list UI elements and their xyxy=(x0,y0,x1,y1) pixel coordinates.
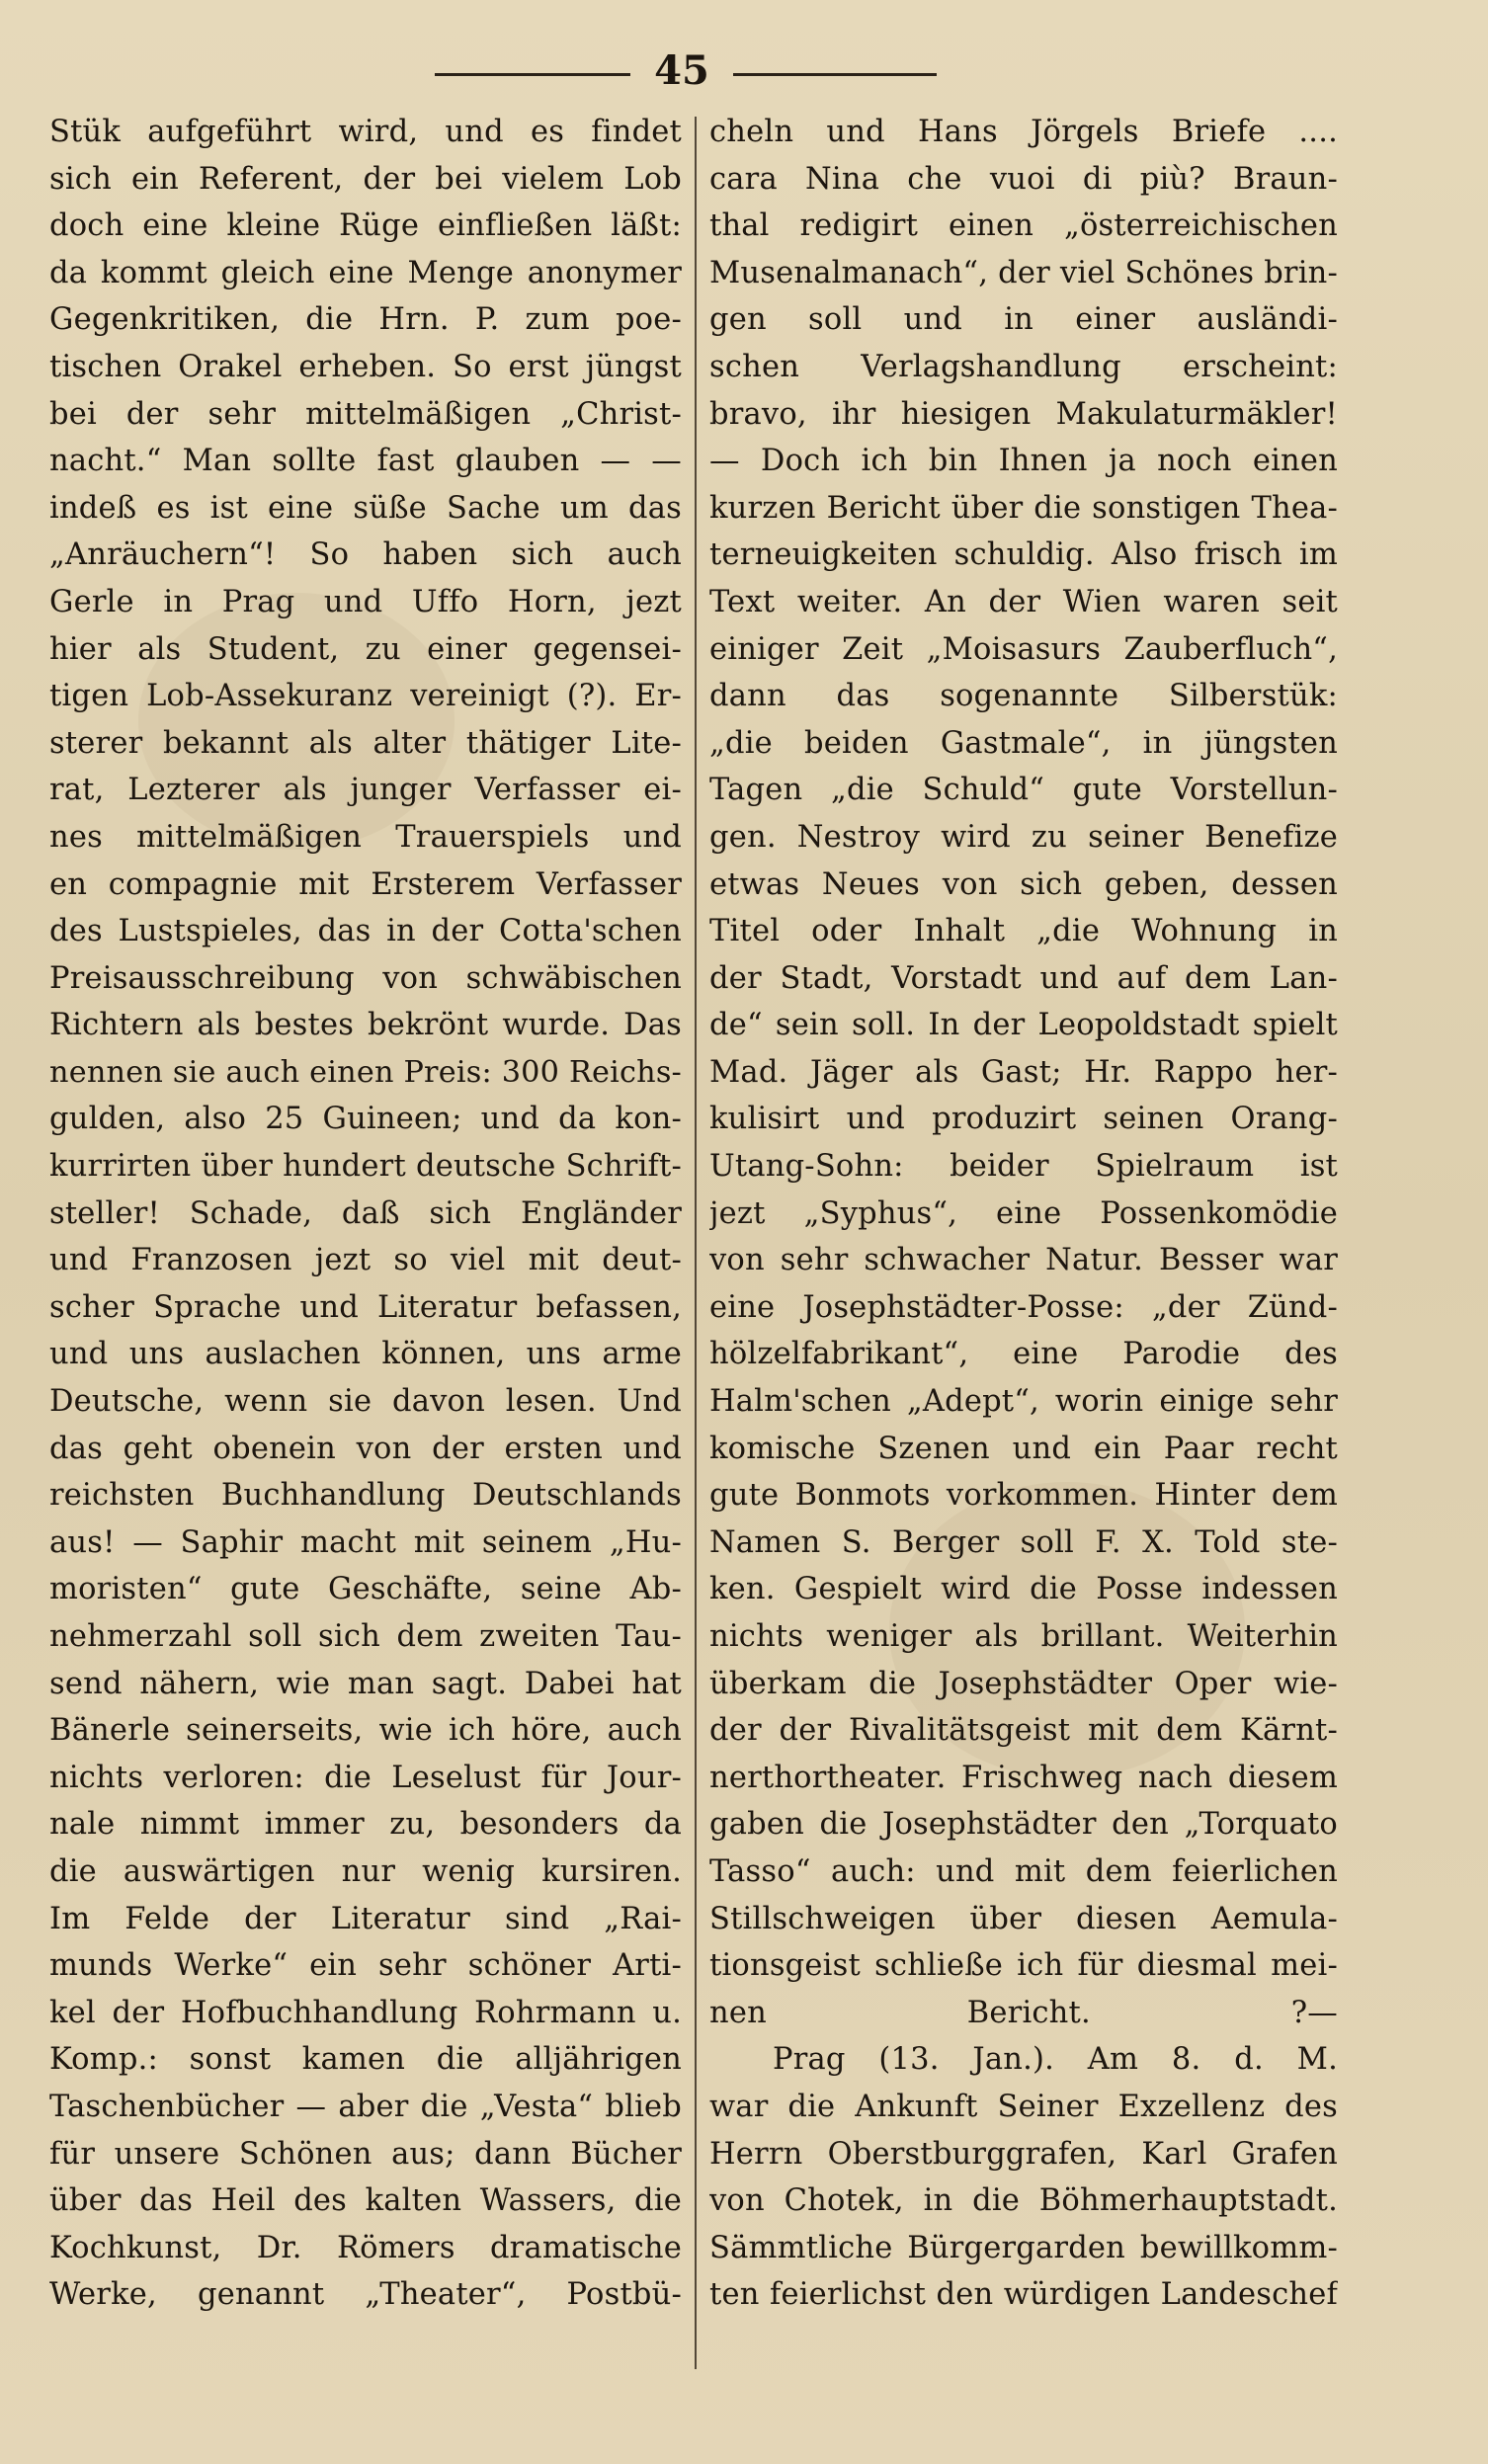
text-line: nennen sie auch einen Preis: 300 Reichs- xyxy=(49,1054,682,1090)
text-line: nale nimmt immer zu, besonders da xyxy=(49,1807,682,1843)
text-line: tischen Orakel erheben. So erst jüngst xyxy=(49,349,682,384)
text-line: nen Bericht. ?— xyxy=(709,1995,1338,2030)
text-line: Stillschweigen über diesen Aemula- xyxy=(709,1901,1338,1936)
text-line: nacht.“ Man sollte fast glauben — — xyxy=(49,444,682,479)
text-line: munds Werke“ ein sehr schöner Arti- xyxy=(49,1948,682,1984)
text-line: schen Verlagshandlung erscheint: xyxy=(709,349,1338,384)
text-line: gen. Nestroy wird zu seiner Benefize xyxy=(709,819,1338,855)
text-line: reichsten Buchhandlung Deutschlands xyxy=(49,1478,682,1514)
text-line: ten feierlichst den würdigen Landeschef xyxy=(709,2277,1338,2313)
text-line: die auswärtigen nur wenig kursiren. xyxy=(49,1853,682,1889)
text-line: bei der sehr mittelmäßigen „Christ- xyxy=(49,396,682,432)
page-number: 45 xyxy=(654,47,709,94)
text-line: über das Heil des kalten Wassers, die xyxy=(49,2183,682,2219)
text-line: Utang-Sohn: beider Spielraum ist xyxy=(709,1149,1338,1185)
text-line: für unsere Schönen aus; dann Bücher xyxy=(49,2136,682,2172)
text-line: Taschenbücher — aber die „Vesta“ blieb xyxy=(49,2089,682,2124)
text-line: Namen S. Berger soll F. X. Told ste- xyxy=(709,1524,1338,1560)
header-rule-left xyxy=(435,73,630,76)
text-line: cheln und Hans Jörgels Briefe .... xyxy=(709,115,1338,149)
text-line: sich ein Referent, der bei vielem Lob xyxy=(49,161,682,197)
text-line: Gerle in Prag und Uffo Horn, jezt xyxy=(49,584,682,619)
text-line: bravo, ihr hiesigen Makulaturmäkler! xyxy=(709,396,1338,432)
text-line: steller! Schade, daß sich Engländer xyxy=(49,1195,682,1231)
text-line: Kochkunst, Dr. Römers dramatische xyxy=(49,2230,682,2265)
header-rule-right xyxy=(733,73,937,76)
text-line: Deutsche, wenn sie davon lesen. Und xyxy=(49,1384,682,1420)
text-line: nerthortheater. Frischweg nach diesem xyxy=(709,1760,1338,1795)
text-line: indeß es ist eine süße Sache um das xyxy=(49,490,682,526)
text-line: nehmerzahl soll sich dem zweiten Tau- xyxy=(49,1619,682,1654)
text-line: von sehr schwacher Natur. Besser war xyxy=(709,1243,1338,1278)
text-line: gaben die Josephstädter den „Torquato xyxy=(709,1807,1338,1843)
text-line: — Doch ich bin Ihnen ja noch einen xyxy=(709,444,1338,479)
text-line: der der Rivalitätsgeist mit dem Kärnt- xyxy=(709,1713,1338,1749)
text-line: des Lustspieles, das in der Cotta'schen xyxy=(49,914,682,949)
text-line: war die Ankunft Seiner Exzellenz des xyxy=(709,2089,1338,2124)
text-line: Gegenkritiken, die Hrn. P. zum poe- xyxy=(49,302,682,338)
text-line: gulden, also 25 Guineen; und da kon- xyxy=(49,1102,682,1137)
text-line: scher Sprache und Literatur befassen, xyxy=(49,1289,682,1325)
text-line: überkam die Josephstädter Oper wie- xyxy=(709,1666,1338,1701)
text-line: Sämmtliche Bürgergarden bewillkomm- xyxy=(709,2230,1338,2265)
text-line: etwas Neues von sich geben, dessen xyxy=(709,866,1338,902)
text-line: send nähern, wie man sagt. Dabei hat xyxy=(49,1666,682,1701)
text-line: Im Felde der Literatur sind „Rai- xyxy=(49,1901,682,1936)
text-line: terneuigkeiten schuldig. Also frisch im xyxy=(709,537,1338,573)
text-line: Stük aufgeführt wird, und es findet xyxy=(49,115,682,149)
text-line: das geht obenein von der ersten und xyxy=(49,1431,682,1466)
text-line: cara Nina che vuoi di più? Braun- xyxy=(709,161,1338,197)
text-line: nes mittelmäßigen Trauerspiels und xyxy=(49,819,682,855)
text-line: gen soll und in einer ausländi- xyxy=(709,302,1338,338)
text-line: ken. Gespielt wird die Posse indessen xyxy=(709,1572,1338,1607)
text-line: gute Bonmots vorkommen. Hinter dem xyxy=(709,1478,1338,1514)
text-line: kel der Hofbuchhandlung Rohrmann u. xyxy=(49,1995,682,2030)
text-line: der Stadt, Vorstadt und auf dem Lan- xyxy=(709,960,1338,996)
text-line: thal redigirt einen „österreichischen xyxy=(709,208,1338,244)
text-line: de“ sein soll. In der Leopoldstadt spielt xyxy=(709,1008,1338,1043)
text-line: von Chotek, in die Böhmerhauptstadt. xyxy=(709,2183,1338,2219)
text-line: „Anräuchern“! So haben sich auch xyxy=(49,537,682,573)
left-column xyxy=(49,109,682,2381)
text-line: rat, Lezterer als junger Verfasser ei- xyxy=(49,773,682,808)
page-header xyxy=(0,38,1488,107)
text-line: „die beiden Gastmale“, in jüngsten xyxy=(709,725,1338,761)
text-line: moristen“ gute Geschäfte, seine Ab- xyxy=(49,1572,682,1607)
text-line: doch eine kleine Rüge einfließen läßt: xyxy=(49,208,682,244)
text-line: und Franzosen jezt so viel mit deut- xyxy=(49,1243,682,1278)
text-line: Text weiter. An der Wien waren seit xyxy=(709,584,1338,619)
text-line: jezt „Syphus“, eine Possenkomödie xyxy=(709,1195,1338,1231)
text-line: sterer bekannt als alter thätiger Lite- xyxy=(49,725,682,761)
text-line: tigen Lob-Assekuranz vereinigt (?). Er- xyxy=(49,679,682,714)
text-line: einiger Zeit „Moisasurs Zauberfluch“, xyxy=(709,631,1338,667)
text-line: Tagen „die Schuld“ gute Vorstellun- xyxy=(709,773,1338,808)
text-line: kurzen Bericht über die sonstigen Thea- xyxy=(709,490,1338,526)
text-line: hölzelfabrikant“, eine Parodie des xyxy=(709,1337,1338,1372)
column-divider xyxy=(695,117,697,2369)
text-line: Preisausschreibung von schwäbischen xyxy=(49,960,682,996)
text-line: Werke, genannt „Theater“, Postbü- xyxy=(49,2277,682,2313)
text-line: Tasso“ auch: und mit dem feierlichen xyxy=(709,1853,1338,1889)
right-column xyxy=(709,109,1338,2381)
text-line: Bänerle seinerseits, wie ich höre, auch xyxy=(49,1713,682,1749)
text-line: Halm'schen „Adept“, worin einige sehr xyxy=(709,1384,1338,1420)
text-line: Musenalmanach“, der viel Schönes brin- xyxy=(709,255,1338,290)
text-line: komische Szenen und ein Paar recht xyxy=(709,1431,1338,1466)
text-line: Komp.: sonst kamen die alljährigen xyxy=(49,2042,682,2078)
text-line: Mad. Jäger als Gast; Hr. Rappo her- xyxy=(709,1054,1338,1090)
text-line: aus! — Saphir macht mit seinem „Hu- xyxy=(49,1524,682,1560)
text-line: nichts verloren: die Leselust für Jour- xyxy=(49,1760,682,1795)
text-line: nichts weniger als brillant. Weiterhin xyxy=(709,1619,1338,1654)
text-line: da kommt gleich eine Menge anonymer xyxy=(49,255,682,290)
text-line: Herrn Oberstburggrafen, Karl Grafen xyxy=(709,2136,1338,2172)
text-line: kurrirten über hundert deutsche Schrift- xyxy=(49,1149,682,1185)
text-line: Prag (13. Jan.). Am 8. d. M. xyxy=(773,2042,1338,2078)
text-line: und uns auslachen können, uns arme xyxy=(49,1337,682,1372)
text-line: dann das sogenannte Silberstük: xyxy=(709,679,1338,714)
text-line: eine Josephstädter-Posse: „der Zünd- xyxy=(709,1289,1338,1325)
text-line: Richtern als bestes bekrönt wurde. Das xyxy=(49,1008,682,1043)
text-line: tionsgeist schließe ich für diesmal mei- xyxy=(709,1948,1338,1984)
text-line: hier als Student, zu einer gegensei- xyxy=(49,631,682,667)
text-line: Titel oder Inhalt „die Wohnung in xyxy=(709,914,1338,949)
text-line: kulisirt und produzirt seinen Orang- xyxy=(709,1102,1338,1137)
text-line: en compagnie mit Ersterem Verfasser xyxy=(49,866,682,902)
